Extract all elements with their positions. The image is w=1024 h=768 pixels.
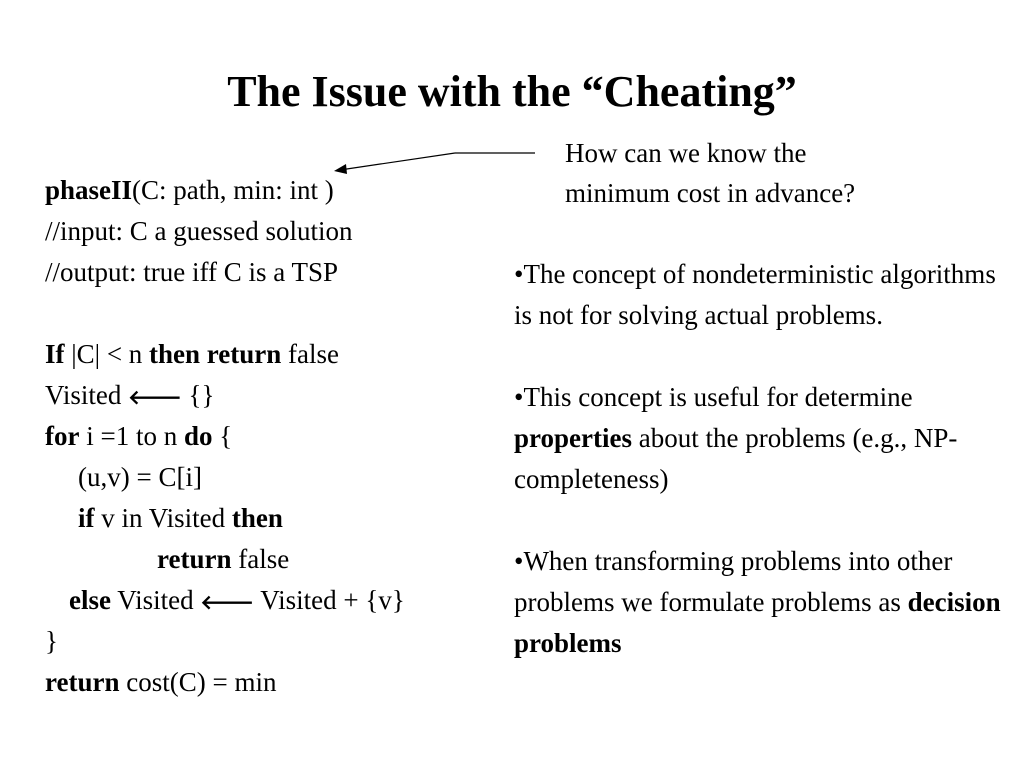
bullet-text: about the problems (e.g., NP-completeness)	[514, 423, 958, 494]
callout-question	[565, 133, 985, 213]
code-line-edge: (u,v) = C[i]	[78, 462, 202, 492]
code-text: false	[281, 339, 340, 369]
assign-arrow-icon: 🡐	[200, 590, 255, 614]
code-line-return-false	[45, 539, 485, 580]
bullet-bold-decision-problems: decision problems	[514, 587, 1001, 658]
code-text: |C| < n	[64, 339, 150, 369]
code-line-visited-init	[45, 375, 485, 416]
code-text: Visited + {v}	[254, 585, 405, 615]
pseudocode-block	[45, 170, 485, 703]
bullet-nondeterministic: •The concept of nondeterministic algorithms is not for solving actual problems.	[514, 259, 996, 330]
keyword-else: else	[69, 585, 111, 615]
code-text: v in Visited	[94, 503, 232, 533]
bullet-text: •When transforming problems into other problems we formulate problems as	[514, 546, 953, 617]
function-params: (C: path, min: int )	[132, 175, 334, 205]
keyword-return: return	[45, 667, 120, 697]
slide-title: The Issue with the “Cheating”	[227, 67, 797, 116]
keyword-if: if	[78, 503, 95, 533]
code-comment-output: //output: true iff C is a TSP	[45, 257, 339, 287]
code-text: Visited	[110, 585, 201, 615]
code-signature	[45, 170, 485, 211]
code-line-close-brace: }	[45, 626, 58, 656]
code-text: false	[231, 544, 290, 574]
keyword-return: return	[157, 544, 232, 574]
code-blank-line	[45, 293, 485, 334]
code-line-if-length	[45, 334, 485, 375]
bullet-decision-problems	[514, 541, 1014, 664]
code-text: cost(C) = min	[119, 667, 277, 697]
bullet-properties	[514, 377, 1014, 500]
keyword-then-return: then return	[149, 339, 282, 369]
code-line-return-cost	[45, 662, 485, 703]
function-name: phaseII	[45, 175, 133, 205]
code-line-for	[45, 416, 485, 457]
keyword-if: If	[45, 339, 65, 369]
callout-line-1: How can we know the	[565, 138, 807, 168]
callout-line-2: minimum cost in advance?	[565, 178, 856, 208]
code-text: {	[212, 421, 233, 451]
code-comment-input: //input: C a guessed solution	[45, 216, 353, 246]
code-line-if-visited	[45, 498, 485, 539]
bullet-bold-properties: properties	[514, 423, 632, 453]
keyword-then: then	[231, 503, 283, 533]
bullet-text: •This concept is useful for determine	[514, 382, 913, 412]
code-text: Visited	[45, 380, 129, 410]
keyword-for: for	[45, 421, 80, 451]
code-line-else	[45, 580, 485, 621]
keyword-do: do	[183, 421, 213, 451]
code-text: i =1 to n	[79, 421, 184, 451]
bullet-list	[514, 254, 1014, 664]
assign-arrow-icon: 🡐	[128, 385, 182, 409]
code-text: {}	[181, 380, 215, 410]
